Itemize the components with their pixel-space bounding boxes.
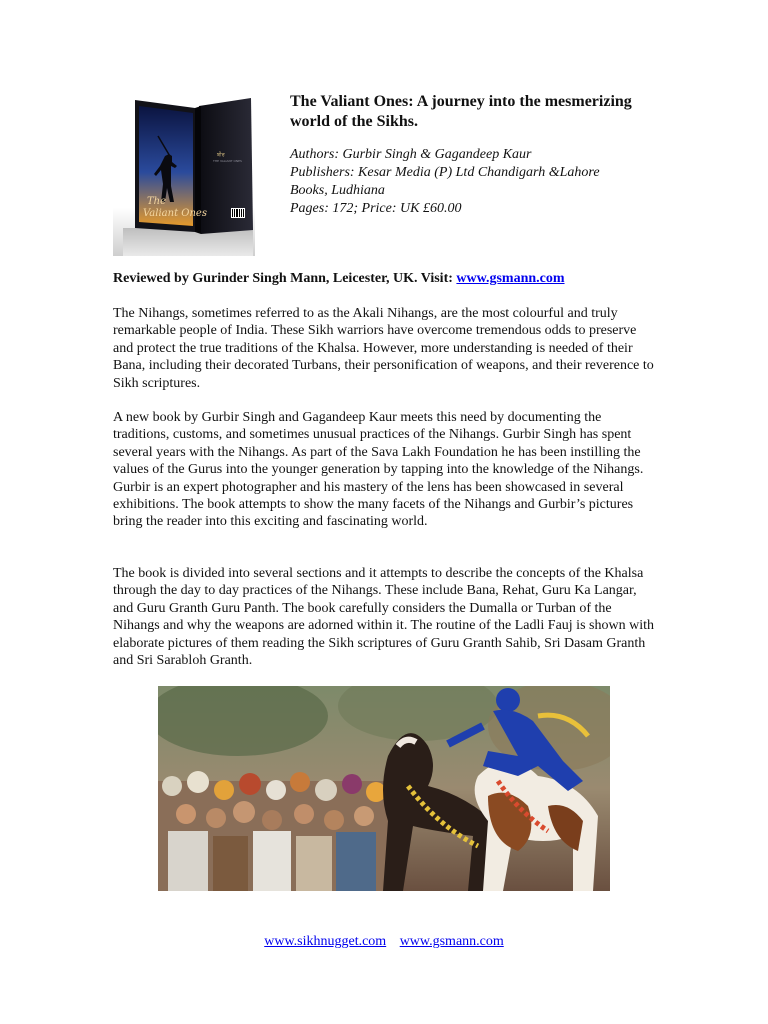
footer-gsmann-link[interactable]: www.gsmann.com — [399, 934, 504, 949]
book-publishers-line1: Publishers: Kesar Media (P) Ltd Chandigarh &Lahore — [290, 165, 600, 180]
book-authors: Authors: Gurbir Singh & Gagandeep Kaur — [290, 147, 532, 162]
paragraph-2: A new book by Gurbir Singh and Gagandeep Kaur meets this need by documenting the traditions, customs, and sometimes unusual practices of the Nihangs. Gurbir Singh has spent several years with the Nihangs. As part of the Sava Lakh Foundation he has been instilling the values of the Gurus into the younger generation by tapping into the knowledge of the Nihangs. Gurbir is an expert photographer and his mastery of the lens has been showcased in several exhibitions. The book attempts to show the many facets of the Nihangs and Gurbir’s pictures bring the reader into this exciting and fascinating world. — [113, 410, 644, 530]
book-meta — [290, 146, 640, 218]
book-pages-price: Pages: 172; Price: UK £60.00 — [290, 201, 462, 216]
svg-text:Valiant Ones: Valiant Ones — [143, 208, 207, 219]
paragraph-1: The Nihangs, sometimes referred to as the Akali Nihangs, are the most colourful and truly remarkable people of India. These Sikh warriors have overcome tremendous odds to preserve and protect the true traditions of the Khalsa. However, more understanding is needed of their Bana, including their decorated Turbans, their personification of weapons, and their reverence to Sikh scriptures. — [113, 306, 654, 391]
book-title: The Valiant Ones: A journey into the mesmerizing world of the Sikhs. — [290, 93, 632, 130]
review-byline — [113, 270, 673, 288]
svg-text:ਬੀਰ: ਬੀਰ — [217, 152, 225, 158]
review-byline-text: Reviewed by Gurinder Singh Mann, Leicester, UK. Visit: — [113, 271, 457, 286]
book-publishers-line2: Books, Ludhiana — [290, 183, 385, 198]
svg-text:The: The — [147, 196, 167, 207]
sikhnugget-link[interactable]: www.sikhnugget.com — [264, 934, 387, 949]
nihang-horse-photo — [158, 686, 610, 891]
paragraph-3: The book is divided into several sections and it attempts to describe the concepts of the Khalsa through the day to day practices of the Nihangs. These include Bana, Rehat, Guru Ka Langar, and Guru Granth Guru Panth. The book carefully considers the Dumalla or Turban of the Nihangs and why the weapons are adorned within it. The routine of the Ladli Fauj is shown with elaborate pictures of them reading the Sikh scriptures of Guru Granth Sahib, Sri Dasam Granth and Sri Sarabloh Granth. — [113, 566, 654, 669]
gsmann-link[interactable]: www.gsmann.com — [456, 271, 565, 286]
svg-text:THE VALIANT ONES: THE VALIANT ONES — [213, 159, 242, 163]
book-info — [290, 92, 640, 218]
book-cover-image — [113, 96, 255, 256]
footer-links — [0, 933, 768, 951]
